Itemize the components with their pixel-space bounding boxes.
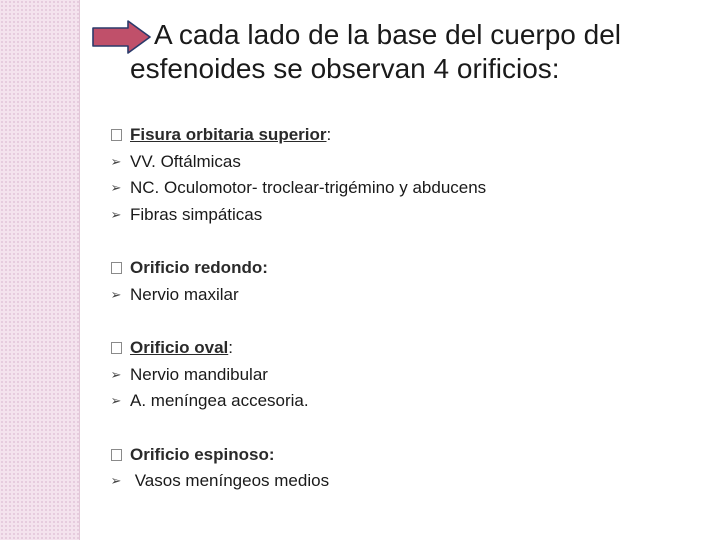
square-bullet-icon (108, 335, 124, 362)
section-heading: Orificio redondo: (130, 258, 268, 277)
section-heading-row (108, 335, 708, 362)
arrowhead-bullet-icon: ➢ (110, 153, 122, 169)
list-item (108, 175, 708, 202)
list-item (108, 202, 708, 229)
square-bullet-icon (108, 442, 124, 469)
arrowhead-bullet-icon: ➢ (110, 206, 122, 222)
arrowhead-bullet-icon: ➢ (110, 366, 122, 382)
list-item-text: Nervio mandibular (130, 364, 268, 384)
list-item (108, 362, 708, 389)
section-heading-row (108, 122, 708, 149)
list-item-text: Vasos meníngeos medios (130, 471, 330, 490)
slide-title (130, 18, 710, 86)
heading-suffix: : (326, 125, 332, 144)
bullet-content (108, 122, 708, 522)
square-bullet-icon (108, 255, 124, 282)
section-orificio-redondo (108, 255, 708, 308)
section-fisura-orbitaria (108, 122, 708, 228)
title-line-1: A cada lado de la base del cuerpo del (154, 19, 622, 50)
square-bullet-icon (108, 122, 124, 149)
list-item (108, 388, 708, 415)
section-heading-row (108, 442, 708, 469)
side-divider (79, 0, 80, 540)
section-heading-row (108, 255, 708, 282)
list-item-text: Fibras simpáticas (130, 204, 263, 224)
heading-suffix: : (228, 338, 233, 357)
arrowhead-bullet-icon: ➢ (110, 473, 122, 488)
section-orificio-oval (108, 335, 708, 415)
side-decoration (0, 0, 79, 540)
arrowhead-bullet-icon: ➢ (110, 286, 122, 302)
list-item-text: A. meníngea accesoria. (130, 391, 309, 410)
section-heading: Orificio espinoso: (130, 444, 275, 464)
section-orificio-espinoso (108, 442, 708, 495)
list-item (108, 468, 708, 495)
list-item-text: VV. Oftálmicas (130, 151, 241, 171)
list-item-text: Nervio maxilar (130, 284, 239, 304)
list-item-text: NC. Oculomotor- troclear-trigémino y abducens (130, 178, 487, 197)
list-item (108, 149, 708, 176)
title-line-2: esfenoides se observan 4 orificios: (130, 53, 560, 84)
arrowhead-bullet-icon: ➢ (110, 393, 122, 408)
section-heading: Fisura orbitaria superior (130, 125, 327, 144)
arrowhead-bullet-icon: ➢ (110, 180, 122, 195)
list-item (108, 282, 708, 309)
section-heading: Orificio oval (130, 338, 229, 357)
